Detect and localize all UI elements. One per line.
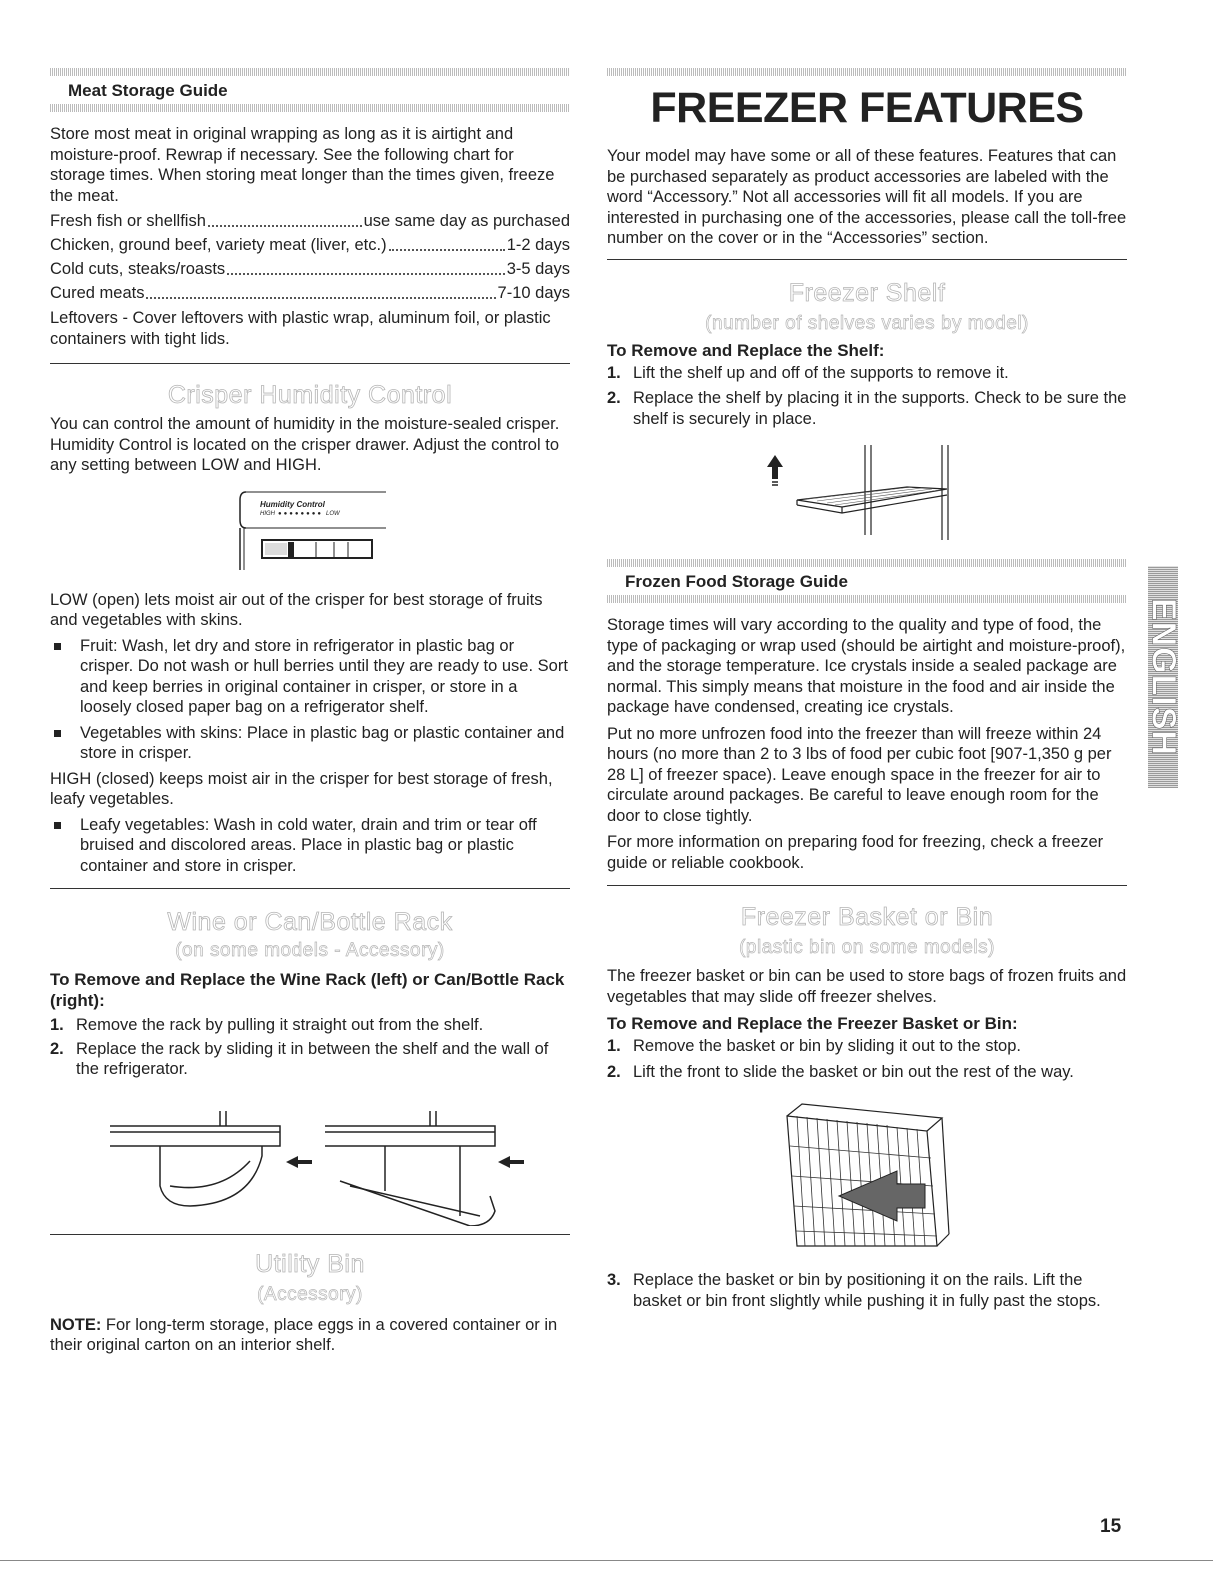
humidity-high-label: HIGH xyxy=(260,510,275,517)
utility-bin-title: Utility Bin xyxy=(255,1249,365,1278)
frozen-p2: Put no more unfrozen food into the freezer than will freeze within 24 hours (no more than 2 to 3 lbs of food per cubic foot [907-1,350 g per 28 L] of freezer space). Leave enough space in the freezer for air to circulate around packages. Be careful to leave enough room for the door to close tightly. xyxy=(607,724,1112,825)
divider xyxy=(607,595,1127,603)
freezer-intro: Your model may have some or all of these features. Features that can be purchased separately as product accessories are labeled with the word “Accessory.” Not all accessories will fit all models. If you are interested in purchasing one of the accessories, please call the toll-free number on the cover or in the “Accessories” section. xyxy=(607,147,1127,247)
language-tab-label: ENGLISH xyxy=(1144,597,1183,757)
wine-rack-illustration xyxy=(50,1086,570,1226)
divider xyxy=(50,888,570,889)
freezer-basket-title: Freezer Basket or Bin xyxy=(740,903,994,931)
utility-note: NOTE: For long-term storage, place eggs in a covered container or in their original carton on an interior shelf. xyxy=(50,1315,558,1354)
list-item: Fruit: Wash, let dry and store in refrigerator in plastic bag or crisper. Do not wash or hull berries until they are ready to use. Sort and keep berries in original container in crisper, or store in a loosely closed paper bag on a refrigerator shelf. xyxy=(50,636,570,718)
humidity-control-illustration xyxy=(236,490,436,576)
freezer-shelf-subtitle: (number of shelves varies by model) xyxy=(705,312,1029,334)
freezer-basket-illustration xyxy=(607,1096,1127,1256)
humidity-control-label: Humidity Control xyxy=(260,499,325,509)
arrow-left-icon xyxy=(286,1156,312,1168)
shelf-heading: To Remove and Replace the Shelf: xyxy=(607,340,885,360)
meat-storage-heading: Meat Storage Guide xyxy=(68,81,228,100)
high-text: HIGH (closed) keeps moist air in the crisper for best storage of fresh, leafy vegetables. xyxy=(50,769,553,808)
left-column xyxy=(50,0,570,1356)
wine-rack-title: Wine or Can/Bottle Rack xyxy=(167,908,453,936)
low-text: LOW (open) lets moist air out of the crisper for best storage of fruits and vegetables with skins. xyxy=(50,590,543,629)
meat-storage-table xyxy=(50,209,570,305)
frozen-food-heading: Frozen Food Storage Guide xyxy=(625,572,848,591)
wine-rack-heading: To Remove and Replace the Wine Rack (left) or Can/Bottle Rack (right): xyxy=(50,970,565,1010)
divider xyxy=(607,68,1127,76)
table-row: Fresh fish or shellfish use same day as purchased xyxy=(50,209,570,233)
humidity-scale xyxy=(260,511,340,517)
list-item: 2. Lift the front to slide the basket or bin out the rest of the way. xyxy=(607,1062,1074,1081)
humidity-low-label: LOW xyxy=(326,510,340,517)
list-item: Vegetables with skins: Place in plastic bag or plastic container and store in crisper. xyxy=(50,723,570,764)
divider xyxy=(50,363,570,364)
basket-intro: The freezer basket or bin can be used to store bags of frozen fruits and vegetables that may slide off freezer shelves. xyxy=(607,967,1127,1006)
divider xyxy=(607,559,1127,567)
language-tab xyxy=(1144,566,1183,788)
frozen-p3: For more information on preparing food for freezing, check a freezer guide or reliable cookbook. xyxy=(607,833,1104,872)
divider xyxy=(607,885,1127,886)
utility-bin-subtitle: (Accessory) xyxy=(257,1283,363,1305)
meat-intro: Store most meat in original wrapping as long as it is airtight and moisture-proof. Rewrap if necessary. See the following chart for storage times. When storing meat longer than the times given, freeze the meat. xyxy=(50,125,555,205)
divider xyxy=(607,259,1127,260)
wine-rack-subtitle: (on some models - Accessory) xyxy=(175,940,445,961)
list-item: 2. Replace the rack by sliding it in between the shelf and the wall of the refrigerator. xyxy=(50,1039,549,1078)
page-number: 15 xyxy=(1100,1516,1122,1537)
basket-heading: To Remove and Replace the Freezer Basket or Bin: xyxy=(607,1014,1018,1033)
list-item: 1. Lift the shelf up and off of the supports to remove it. xyxy=(607,363,1009,382)
list-item: 2. Replace the shelf by placing it in the supports. Check to be sure the shelf is securely in place. xyxy=(607,389,1127,428)
crisper-title: Crisper Humidity Control xyxy=(167,381,453,409)
freezer-shelf-illustration xyxy=(607,445,1127,545)
table-row: Cured meats 7-10 days xyxy=(50,281,570,305)
humidity-dots: ●●●●●●●● xyxy=(278,510,323,517)
arrow-left-icon xyxy=(498,1156,524,1168)
list-item: 1. Remove the basket or bin by sliding it out to the stop. xyxy=(607,1037,1021,1055)
divider xyxy=(50,1234,570,1235)
list-item: 3. Replace the basket or bin by positioning it on the rails. Lift the basket or bin front slightly while pushing it in fully past the stops. xyxy=(607,1271,1101,1310)
divider xyxy=(50,68,570,76)
right-column xyxy=(607,0,1127,1311)
freezer-basket-subtitle: (plastic bin on some models) xyxy=(739,937,995,958)
table-row: Cold cuts, steaks/roasts 3-5 days xyxy=(50,257,570,281)
arrow-icon xyxy=(839,1171,925,1221)
list-item: Leafy vegetables: Wash in cold water, drain and trim or tear off bruised and discolored areas. Place in plastic bag or plastic container and store in crisper. xyxy=(50,815,570,877)
divider xyxy=(50,104,570,112)
list-item: 1. Remove the rack by pulling it straight out from the shelf. xyxy=(50,1016,484,1034)
arrow-up-icon xyxy=(767,455,783,479)
crisper-intro: You can control the amount of humidity in the moisture-sealed crisper. Humidity Control is located on the crisper drawer. Adjust the control to any setting between LOW and HIGH. xyxy=(50,415,560,474)
bottom-rule xyxy=(0,1560,1213,1561)
table-row: Chicken, ground beef, variety meat (liver, etc.) 1-2 days xyxy=(50,233,570,257)
frozen-p1: Storage times will vary according to the quality and type of food, the type of packaging or wrap used (should be airtight and moisture-proof), and the storage temperature. Ice crystals inside a sealed package are normal. This simply means that moisture in the food and air inside the package have condensed, creating ice crystals. xyxy=(607,616,1126,716)
page-title: FREEZER FEATURES xyxy=(650,84,1084,132)
leftovers-text: Leftovers - Cover leftovers with plastic wrap, aluminum foil, or plastic containers with tight lids. xyxy=(50,309,551,348)
freezer-shelf-title: Freezer Shelf xyxy=(788,278,946,307)
